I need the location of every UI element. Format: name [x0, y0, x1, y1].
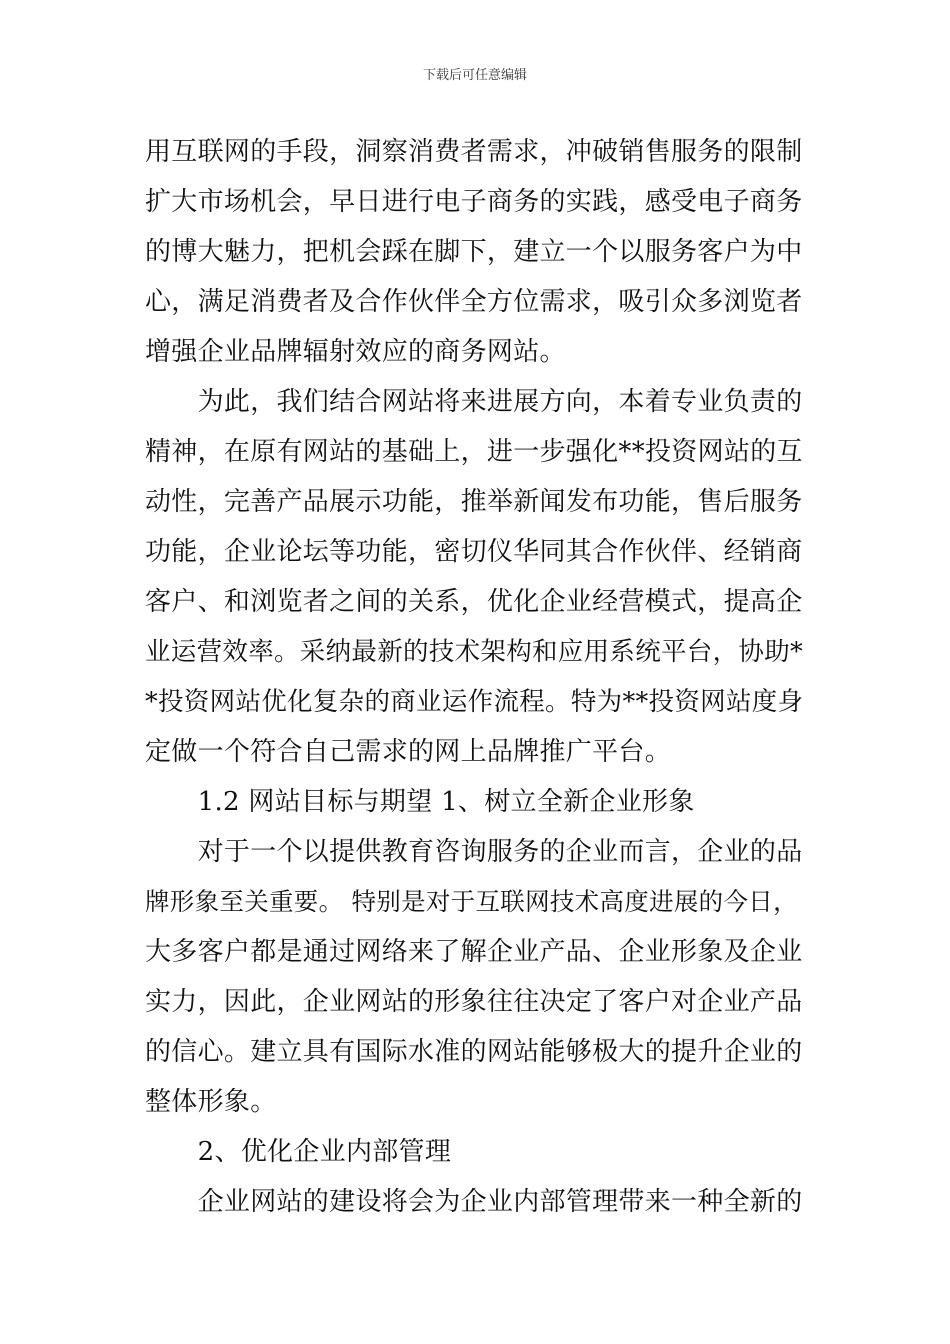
section-heading: 2、优化企业内部管理 [145, 1137, 452, 1167]
text-line: 的信心。建立具有国际水准的网站能够极大的提升企业的 [145, 1037, 803, 1067]
text-line: 对于一个以提供教育咨询服务的企业而言，企业的品 [145, 837, 803, 867]
text-line: 用互联网的手段，洞察消费者需求，冲破销售服务的限制 [145, 137, 803, 167]
page-header: 下载后可任意编辑 [422, 68, 527, 83]
text-line: 为此，我们结合网站将来进展方向，本着专业负责的 [145, 387, 803, 417]
section-heading: 1.2 网站目标与期望 1、树立全新企业形象 [145, 787, 695, 817]
text-line: 增强企业品牌辐射效应的商务网站。 [145, 337, 566, 367]
text-line: 精神，在原有网站的基础上，进一步强化**投资网站的互 [145, 437, 803, 467]
text-line: 整体形象。 [145, 1087, 277, 1117]
text-line: 扩大市场机会，早日进行电子商务的实践，感受电子商务 [145, 187, 803, 217]
text-line: 业运营效率。采纳最新的技术架构和应用系统平台，协助* [145, 637, 804, 667]
text-line: 客户、和浏览者之间的关系，优化企业经营模式，提高企 [145, 587, 803, 617]
text-line: 心，满足消费者及合作伙伴全方位需求，吸引众多浏览者 [145, 287, 803, 317]
text-line: 实力，因此，企业网站的形象往往决定了客户对企业产品 [145, 987, 803, 1017]
text-line: *投资网站优化复杂的商业运作流程。特为**投资网站度身 [145, 687, 804, 717]
text-line: 企业网站的建设将会为企业内部管理带来一种全新的 [145, 1187, 803, 1217]
text-line: 牌形象至关重要。 特别是对于互联网技术高度进展的今日， [145, 887, 798, 916]
text-line: 大多客户都是通过网络来了解企业产品、企业形象及企业 [145, 937, 803, 967]
text-line: 定做一个符合自己需求的网上品牌推广平台。 [145, 737, 672, 767]
text-line: 动性，完善产品展示功能，推举新闻发布功能，售后服务 [145, 487, 803, 517]
text-line: 功能，企业论坛等功能，密切仪华同其合作伙伴、经销商 [145, 537, 803, 567]
text-line: 的博大魅力，把机会踩在脚下，建立一个以服务客户为中 [145, 237, 803, 267]
